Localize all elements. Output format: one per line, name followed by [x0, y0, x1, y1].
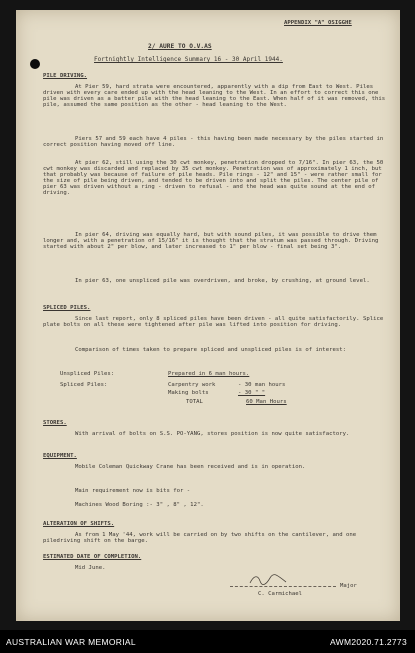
footer-item-id: AWM2020.71.2773 — [330, 637, 407, 647]
completion-paragraph: Mid June. — [75, 565, 106, 571]
spliced-label: Spliced Piles: — [60, 382, 108, 388]
signature-rank: Major — [340, 583, 357, 589]
unspliced-value: Prepared in 6 man hours. — [168, 371, 250, 377]
section-title-stores: STORES. — [43, 420, 67, 426]
document-page — [16, 10, 400, 621]
section-title-equipment: EQUIPMENT. — [43, 453, 77, 459]
pile-driving-paragraph-1: At Pier 59, hard strata were encountered, apparently with a dip from East to West. Piles driven with every care ended up with the head leaning to the West. In an effort to correct this one pile was driven as a batter pile with the head leaning to the East. When half of it was removed, this pile, assumed the same position as the other - head leaning to the West. — [43, 84, 386, 108]
footer-archive-name: AUSTRALIAN WAR MEMORIAL — [6, 637, 136, 647]
spliced-row-value: - 30 " " — [238, 390, 266, 396]
section-title-spliced-piles: SPLICED PILES. — [43, 305, 91, 311]
pile-driving-paragraph-5: In pier 63, one unspliced pile was overdriven, and broke, by crushing, at ground level. — [75, 278, 370, 284]
spliced-row-value: 60 Man Hours — [246, 399, 287, 405]
spliced-row-item: Making bolts — [168, 390, 209, 396]
archive-footer — [0, 630, 415, 653]
pile-driving-paragraph-2: Piers 57 and 59 each have 4 piles - this having been made necessary by the piles started in correct position having moved off line. — [43, 136, 384, 148]
handwritten-signature — [248, 573, 288, 587]
spliced-row-value: - 30 man hours — [238, 382, 286, 388]
spliced-piles-paragraph-2: Comparison of times taken to prepare spliced and unspliced piles is of interest: — [75, 347, 347, 353]
document-heading: 2/ AURE TO O.V.AS — [148, 43, 212, 50]
signature-line — [230, 586, 336, 587]
spliced-row-item: TOTAL — [186, 399, 203, 405]
pile-driving-paragraph-4: In pier 64, driving was equally hard, but with sound piles, it was possible to drive them longer and, with a penetration of 15/16" it is thought that the stratum was passed through. Driving started with about 2" per blow, and later increased to 1" per blow - final set being 3". — [43, 232, 379, 250]
appendix-label: APPENDIX "A" OSIGGHE — [284, 20, 352, 26]
section-title-completion: ESTIMATED DATE OF COMPLETION. — [43, 554, 142, 560]
spliced-piles-paragraph-1: Since last report, only 8 spliced piles have been driven - all quite satisfactorily. Splice plate bolts on all these were tightened after pile was lifted into position for driving. — [43, 316, 384, 328]
unspliced-label: Unspliced Piles: — [60, 371, 115, 377]
equipment-paragraph-2: Main requirement now is bits for - — [75, 488, 191, 494]
equipment-paragraph-3: Machines Wood Boring :- 3" , 8" , 12". — [75, 502, 204, 508]
signature-name: C. Carmichael — [258, 591, 303, 597]
pile-driving-paragraph-3: At pier 62, still using the 30 cwt monkey, penetration dropped to 7/16". In pier 63, the 50 cwt monkey was discarded and replaced by 35 cwt monkey. Penetration was of approximately 1 inch, but that probably was because of failure of pile heads. Pile rings - 12" and 15" - were rather small for the size of pile being driven, and tended to be driven into and split the piles. The center pile of pier 63 was driven without a ring - driven to refusal - and the head was quite sound at the end of driving. — [43, 160, 384, 196]
spliced-row-item: Carpentry work — [168, 382, 216, 388]
section-title-alteration: ALTERATION OF SHIFTS. — [43, 521, 115, 527]
section-title-pile-driving: PILE DRIVING. — [43, 73, 88, 79]
punch-hole — [30, 59, 40, 69]
alteration-paragraph: As from 1 May '44, work will be carried on by two shifts on the cantilever, and one piledriving shift on the barge. — [43, 532, 357, 544]
document-subheading: Fortnightly Intelligence Summary 16 - 30 April 1944. — [94, 56, 283, 63]
equipment-paragraph-1: Mobile Coleman Quickway Crane has been received and is in operation. — [75, 464, 306, 470]
stores-paragraph: With arrival of bolts on S.S. PO-YANG, stores position is now quite satisfactory. — [75, 431, 350, 437]
